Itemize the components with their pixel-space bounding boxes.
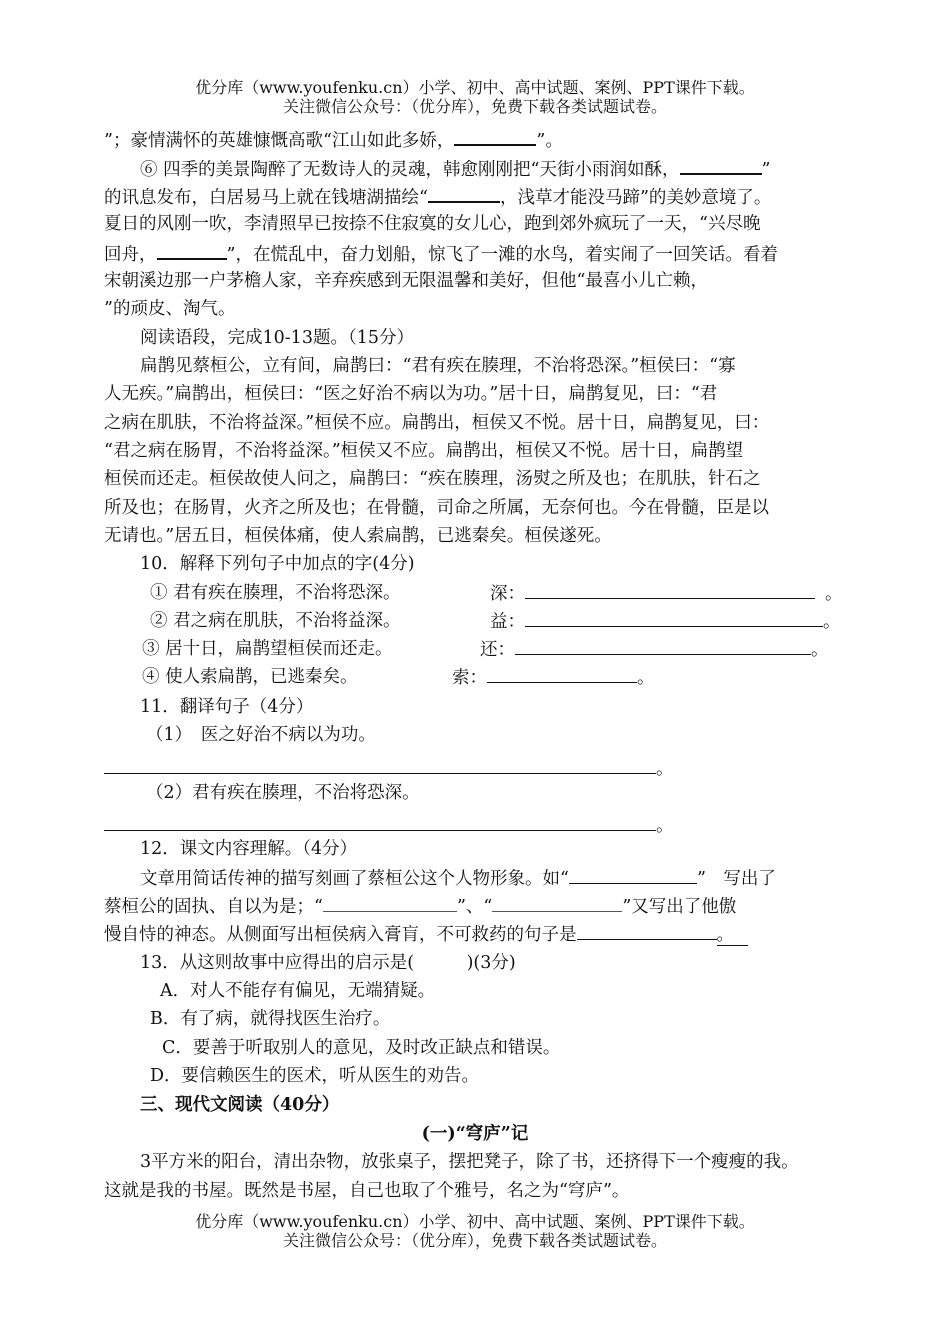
- q10-item-2-answer: [490, 608, 841, 635]
- q10-item-1-sentence: ① 君有疾在腠理，不治将恐深。: [150, 583, 401, 603]
- poem-line-6: 宋朝溪边那一户茅檐人家，辛弃疾感到无限温馨和美好，但他“最喜小儿亡赖，: [104, 271, 708, 291]
- poem-line-7: ”的顽皮、淘气。: [104, 299, 236, 319]
- q10-item-3-sentence: ③ 居十日，扁鹊望桓侯而还走。: [142, 639, 393, 659]
- answer-blank[interactable]: [525, 580, 815, 599]
- article-title: (一)“穹庐”记: [421, 1124, 529, 1144]
- word: 益：: [490, 612, 525, 632]
- header-line-1: 优分库（www.youfenku.cn）小学、初中、高中试题、案例、PPT课件下载。: [195, 78, 755, 97]
- passage-line-5: 桓侯而还走。桓侯故使人问之，扁鹊曰：“疾在腠理，汤熨之所及也；在肌肤，针石之: [104, 469, 761, 489]
- poem-line-3: [104, 183, 771, 211]
- q12-line-3: [104, 921, 748, 948]
- page-header: [0, 78, 950, 116]
- text: 。: [811, 640, 829, 660]
- q10-item-4-sentence: ④ 使人索扁鹊，已逃秦矣。: [142, 667, 358, 687]
- text: 。: [637, 668, 655, 688]
- q13-option-a[interactable]: A．对人不能存有偏见，无端猜疑。: [160, 981, 436, 1001]
- q11-sentence-2: （2）君有疾在腠理，不治将恐深。: [146, 783, 420, 803]
- answer-blank[interactable]: [569, 865, 697, 884]
- answer-blank[interactable]: [680, 155, 762, 175]
- poem-line-5: [104, 240, 778, 268]
- passage-line-2: 人无疾。”扁鹊出，桓侯曰：“医之好治不病以为功。”居十日，扁鹊复见，曰：“君: [104, 384, 718, 404]
- passage-line-7: 无请也。”居五日，桓侯体痛，使人索扁鹊，已逃秦矣。桓侯遂死。: [104, 526, 612, 546]
- q10-item-1-answer: [490, 580, 843, 607]
- answer-blank[interactable]: [525, 608, 823, 627]
- q12-line-1: [140, 865, 776, 892]
- word: 索：: [452, 668, 487, 688]
- text: ”: [761, 160, 771, 180]
- q13-option-c[interactable]: C．要善于听取别人的意见，及时改正缺点和错误。: [162, 1038, 561, 1058]
- q10-item-4-answer: [452, 664, 655, 691]
- article-line-1: 3平方米的阳台，清出杂物，放张桌子，摆把凳子，除了书，还挤得下一个瘦瘦的我。: [140, 1152, 799, 1172]
- answer-blank[interactable]: [428, 183, 500, 203]
- q12-title: 12．课文内容理解。（4分）: [140, 839, 358, 859]
- answer-line[interactable]: [104, 755, 656, 774]
- text: ，浅草才能没马蹄”的美妙意境了。: [499, 188, 772, 208]
- header-line-2: 关注微信公众号：（优分库），免费下载各类试题试卷。: [282, 97, 667, 116]
- q10-title: 10．解释下列句子中加点的字(4分): [140, 554, 415, 574]
- answer-blank[interactable]: [577, 921, 717, 940]
- answer-blank[interactable]: [157, 240, 227, 260]
- text: 。: [823, 612, 841, 632]
- q10-item-2-sentence: ② 君之病在肌肤，不治将益深。: [150, 611, 401, 631]
- passage-line-1: 扁鹊见蔡桓公，立有间，扁鹊曰：“君有疾在腠理，不治将恐深。”桓侯曰：“寡: [140, 356, 736, 376]
- word: 还：: [480, 640, 515, 660]
- q13-option-d[interactable]: D．要信赖医生的医术，听从医生的劝告。: [150, 1066, 480, 1086]
- poem-line-2: [140, 155, 770, 183]
- section-3-title: 三、现代文阅读（40分）: [140, 1095, 340, 1115]
- text: ”；豪情满怀的英雄慷慨高歌“江山如此多娇，: [104, 131, 455, 151]
- text: ”又写出了他傲: [622, 897, 737, 917]
- text: ”。: [536, 131, 563, 151]
- article-line-2: 这就是我的书屋。既然是书屋，自己也取了个雅号，名之为“穹庐”。: [104, 1181, 630, 1201]
- answer-blank[interactable]: [515, 636, 811, 655]
- text: ”，在慌乱中，奋力划船，惊飞了一滩的水鸟，着实闹了一回笑话。看着: [226, 245, 778, 265]
- q11-answer-1: [104, 755, 674, 782]
- reading-intro: 阅读语段，完成10-13题。（15分）: [140, 328, 414, 348]
- passage-line-3: 之病在肌肤，不治将益深。”桓侯不应。扁鹊出，桓侯又不悦。居十日，扁鹊复见，曰：: [104, 413, 770, 433]
- q10-item-3-answer: [480, 636, 829, 663]
- text: 。: [656, 759, 674, 779]
- answer-blank[interactable]: [323, 893, 457, 912]
- passage-line-4: “君之病在肠胃，不治将益深。”桓侯又不应。扁鹊出，桓侯又不悦。居十日，扁鹊望: [104, 441, 744, 461]
- q11-title: 11．翻译句子（4分）: [140, 697, 314, 717]
- text: 慢自恃的神态。从侧面写出桓侯病入膏肓，不可救药的句子是: [104, 925, 577, 945]
- q11-answer-2: [104, 812, 674, 839]
- word: 深：: [490, 584, 525, 604]
- text: 。: [717, 925, 749, 946]
- q11-sentence-1: （1） 医之好治不病以为功。: [146, 725, 376, 745]
- q12-line-2: [104, 893, 736, 920]
- answer-blank[interactable]: [492, 893, 622, 912]
- poem-line-1: [104, 126, 563, 154]
- text: ”、“: [456, 897, 493, 917]
- q13-title: 13．从这则故事中应得出的启示是( )(3分): [140, 953, 516, 973]
- page-footer: [0, 1212, 950, 1250]
- text: 蔡桓公的固执、自以为是；“: [104, 897, 323, 917]
- poem-line-4: 夏日的风刚一吹，李清照早已按捺不住寂寞的女儿心，跑到郊外疯玩了一天，“兴尽晚: [104, 214, 761, 234]
- answer-blank[interactable]: [487, 664, 637, 683]
- text: ⑥ 四季的美景陶醉了无数诗人的灵魂，韩愈刚刚把“天街小雨润如酥，: [140, 160, 680, 180]
- footer-line-1: 优分库（www.youfenku.cn）小学、初中、高中试题、案例、PPT课件下载。: [195, 1212, 755, 1231]
- text: 文章用简话传神的描写刻画了蔡桓公这个人物形象。如“: [140, 869, 569, 889]
- text: 的讯息发布，白居易马上就在钱塘湖描绘“: [104, 188, 428, 208]
- answer-line[interactable]: [104, 812, 656, 831]
- passage-line-6: 所及也；在肠胃，火齐之所及也；在骨髓，司命之所属，无奈何也。今在骨髓，臣是以: [104, 498, 769, 518]
- footer-line-2: 关注微信公众号：（优分库），免费下载各类试题试卷。: [282, 1231, 667, 1250]
- text: 。: [825, 584, 843, 604]
- text: ” 写出了: [696, 869, 776, 889]
- q13-option-b[interactable]: B．有了病，就得找医生治疗。: [150, 1009, 391, 1029]
- text: 。: [656, 816, 674, 836]
- text: 回舟，: [104, 245, 157, 265]
- answer-blank[interactable]: [454, 126, 536, 146]
